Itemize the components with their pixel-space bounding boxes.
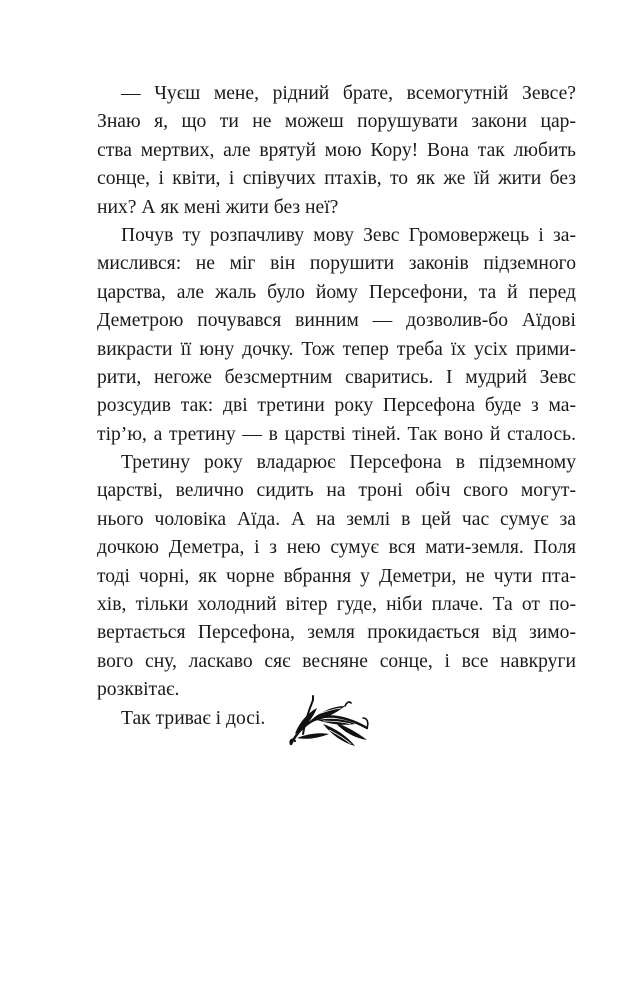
text-line: сонце, і квіти, і співучих птахів, то як же їй жити без bbox=[97, 168, 576, 190]
text-line: Так триває і досі. bbox=[121, 707, 266, 729]
text-line: розсудив так: дві третини року Персефона буде з ма- bbox=[97, 395, 576, 417]
text-line: тоді чорні, як чорне вбрання у Деметри, не чути пта- bbox=[97, 565, 576, 587]
text-line: — Чуєш мене, рідний брате, всемогутній Зевсе? bbox=[121, 83, 576, 104]
text-line: Деметрою почувався винним — дозволив-бо Аїдові bbox=[97, 310, 576, 332]
text-line: царстві, велично сидить на троні обіч свого могут- bbox=[97, 480, 576, 502]
text-line: розквітає. bbox=[97, 679, 180, 701]
text-line: царства, але жаль було йому Персефони, та й перед bbox=[97, 281, 576, 303]
paragraph bbox=[97, 449, 576, 705]
text-line: викрасти її юну дочку. Тож тепер треба їх усіх прими- bbox=[97, 338, 576, 360]
text-line: Третину року владарює Персефона в підземному bbox=[121, 452, 576, 474]
page-text bbox=[97, 80, 576, 733]
text-line: Знаю я, що ти не можеш порушувати закони цар- bbox=[97, 111, 576, 133]
text-line: Почув ту розпачливу мову Зевс Громовержець і за- bbox=[121, 224, 576, 246]
text-line: хів, тільки холодний вітер гуде, ніби плаче. Та от по- bbox=[97, 594, 576, 616]
paragraph bbox=[97, 80, 576, 222]
text-line: них? А як мені жити без неї? bbox=[97, 196, 339, 218]
paragraph bbox=[97, 222, 576, 449]
text-line: рити, негоже безсмертним сваритись. І мудрий Зевс bbox=[97, 366, 576, 388]
text-line: тір’ю, а третину — в царстві тіней. Так воно й сталось. bbox=[97, 423, 576, 445]
text-line: вого сну, ласкаво сяє весняне сонце, і все навкруги bbox=[97, 650, 576, 672]
laurel-branch-icon bbox=[283, 694, 373, 750]
text-line: ства мертвих, але врятуй мою Кору! Вона так любить bbox=[97, 139, 576, 161]
text-line: дочкою Деметра, і з нею сумує вся мати-земля. Поля bbox=[97, 537, 576, 559]
text-line: мислився: не міг він порушити законів підземного bbox=[97, 253, 576, 275]
text-line: вертається Персефона, земля прокидається від зимо- bbox=[97, 622, 576, 644]
text-line: нього чоловіка Аїда. А на землі в цей час сумує за bbox=[97, 508, 576, 530]
